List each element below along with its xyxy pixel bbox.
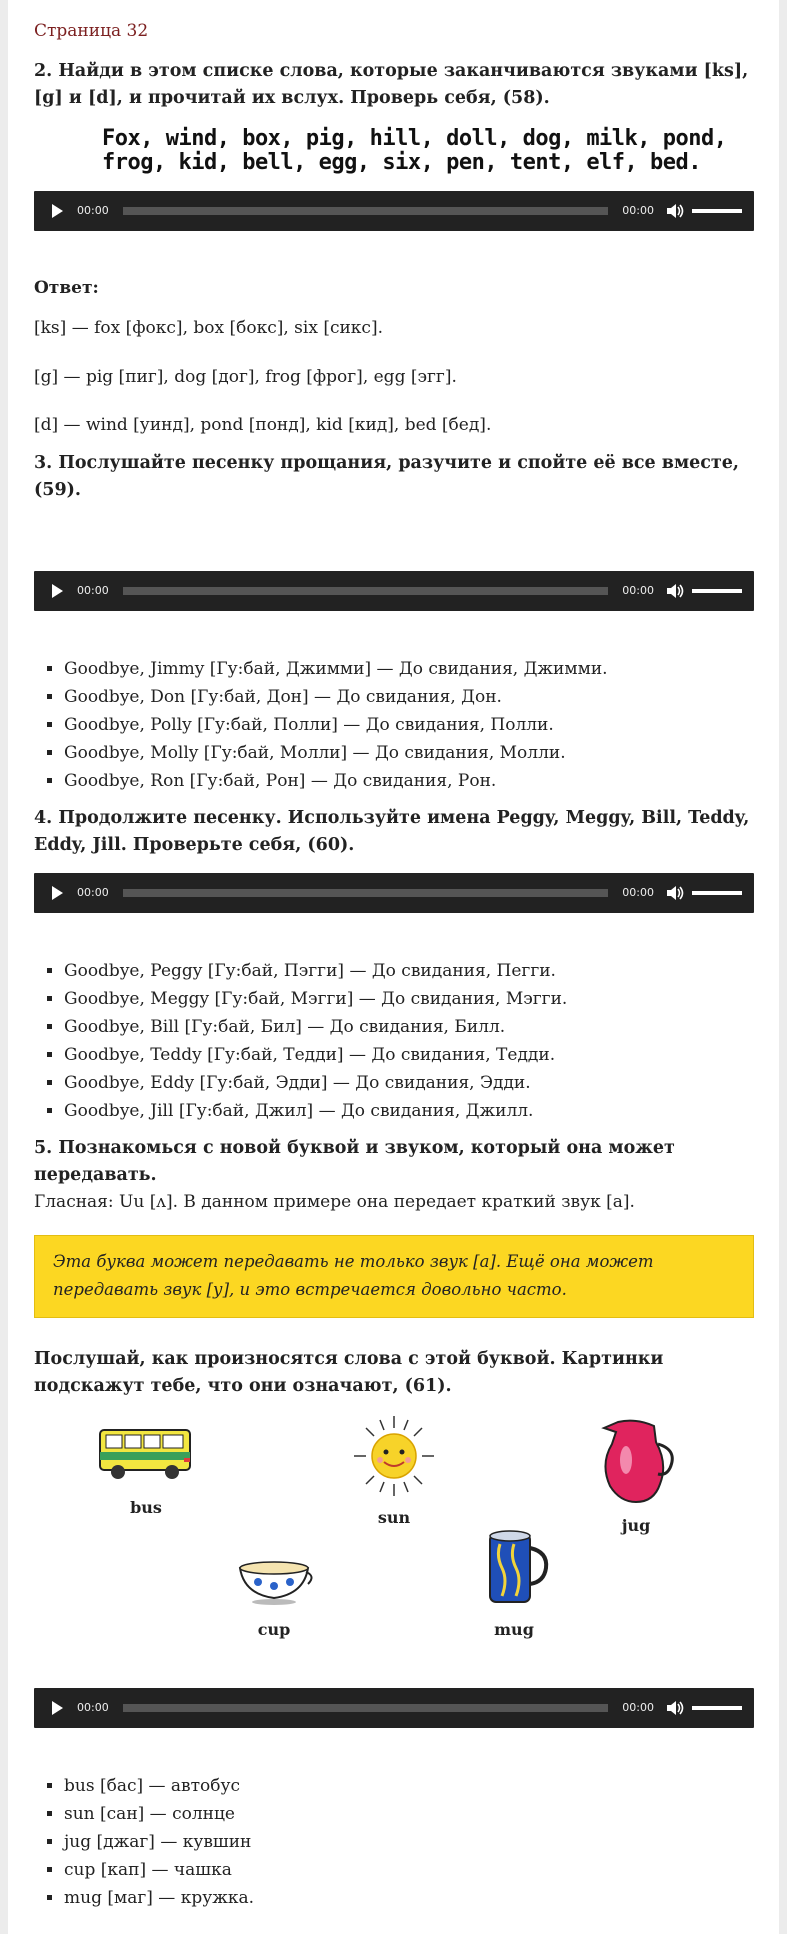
task4-song-list bbox=[34, 957, 754, 1125]
task5-subtitle: Гласная: Uu [ʌ]. В данном примере она передает краткий звук [а]. bbox=[34, 1192, 635, 1213]
caption-cup: cup bbox=[257, 1620, 291, 1640]
progress-track[interactable] bbox=[123, 1704, 609, 1712]
current-time: 00:00 bbox=[77, 204, 109, 218]
list-item: ▪ Goodbye, Teddy [Гу:бай, Тедди] — До свидания, Тедди. bbox=[64, 1041, 754, 1069]
cup-icon bbox=[234, 1554, 314, 1606]
caption-sun: sun bbox=[377, 1508, 411, 1528]
page-edge-right bbox=[779, 0, 787, 1934]
duration: 00:00 bbox=[622, 204, 654, 218]
listen-title: Послушай, как произносятся слова с этой буквой. Картинки подскажут тебе, что они означают, (61). bbox=[34, 1348, 664, 1396]
list-item: ▪ Goodbye, Jimmy [Гу:бай, Джимми] — До свидания, Джимми. bbox=[64, 655, 754, 683]
task3-title: 3. Послушайте песенку прощания, разучите и спойте её все вместе, (59). bbox=[34, 453, 740, 501]
volume-icon[interactable] bbox=[666, 583, 684, 599]
list-item: ▪ Goodbye, Polly [Гу:бай, Полли] — До свидания, Полли. bbox=[64, 711, 754, 739]
volume-slider[interactable] bbox=[692, 209, 742, 213]
task2-title: 2. Найди в этом списке слова, которые заканчиваются звуками [ks], [g] и [d], и прочитай их вслух. Проверь себя, (58). bbox=[34, 61, 749, 109]
mug-icon bbox=[474, 1526, 554, 1606]
picture-mug bbox=[474, 1526, 554, 1643]
page-link[interactable]: Страница 32 bbox=[34, 21, 149, 41]
audio-player-61[interactable] bbox=[34, 1688, 754, 1728]
sun-icon bbox=[344, 1414, 444, 1498]
play-icon[interactable] bbox=[52, 886, 63, 900]
caption-jug: jug bbox=[621, 1516, 651, 1536]
audio-player-58[interactable] bbox=[34, 191, 754, 231]
list-item: ▪ Goodbye, Jill [Гу:бай, Джил] — До свидания, Джилл. bbox=[64, 1097, 754, 1125]
picture-sun bbox=[344, 1414, 444, 1531]
audio-player-60[interactable] bbox=[34, 873, 754, 913]
word-list-line-1: Fox, wind, box, pig, hill, doll, dog, milk, pond, bbox=[102, 125, 727, 151]
caption-bus: bus bbox=[130, 1498, 162, 1518]
volume-slider[interactable] bbox=[692, 891, 742, 895]
progress-track[interactable] bbox=[123, 207, 609, 215]
current-time: 00:00 bbox=[77, 886, 109, 900]
caption-mug: mug bbox=[494, 1620, 534, 1640]
answer-line-ks: [ks] — fox [фокс], box [бокс], six [сикс]. bbox=[34, 318, 383, 339]
task2-word-list bbox=[102, 127, 754, 175]
duration: 00:00 bbox=[622, 584, 654, 598]
play-icon[interactable] bbox=[52, 584, 63, 598]
task4-title: 4. Продолжите песенку. Используйте имена Peggy, Meggy, Bill, Teddy, Eddy, Jill. Проверьте себя, (60). bbox=[34, 807, 750, 855]
current-time: 00:00 bbox=[77, 584, 109, 598]
list-item: ▪ Goodbye, Bill [Гу:бай, Бил] — До свидания, Билл. bbox=[64, 1013, 754, 1041]
list-item: ▪ mug [маг] — кружка. bbox=[64, 1884, 754, 1912]
picture-bus bbox=[96, 1422, 196, 1521]
article-content bbox=[34, 0, 754, 1912]
list-item: ▪ Goodbye, Eddy [Гу:бай, Эдди] — До свидания, Эдди. bbox=[64, 1069, 754, 1097]
task3-song-list bbox=[34, 655, 754, 795]
play-icon[interactable] bbox=[52, 204, 63, 218]
volume-icon[interactable] bbox=[666, 885, 684, 901]
play-icon[interactable] bbox=[52, 1701, 63, 1715]
picture-grid bbox=[34, 1414, 754, 1684]
list-item: ▪ sun [сан] — солнце bbox=[64, 1800, 754, 1828]
volume-slider[interactable] bbox=[692, 589, 742, 593]
duration: 00:00 bbox=[622, 1701, 654, 1715]
answer-line-d: [d] — wind [уинд], pond [понд], kid [кид], bed [бед]. bbox=[34, 415, 492, 435]
list-item: ▪ Goodbye, Meggy [Гу:бай, Мэгги] — До свидания, Мэгги. bbox=[64, 985, 754, 1013]
list-item: ▪ Goodbye, Molly [Гу:бай, Молли] — До свидания, Молли. bbox=[64, 739, 754, 767]
list-item: ▪ Goodbye, Don [Гу:бай, Дон] — До свидания, Дон. bbox=[64, 683, 754, 711]
task5-word-list bbox=[34, 1772, 754, 1912]
picture-cup bbox=[234, 1554, 314, 1643]
list-item: ▪ Goodbye, Ron [Гу:бай, Рон] — До свидания, Рон. bbox=[64, 767, 754, 795]
audio-player-59[interactable] bbox=[34, 571, 754, 611]
list-item: ▪ bus [бас] — автобус bbox=[64, 1772, 754, 1800]
progress-track[interactable] bbox=[123, 587, 609, 595]
bus-icon bbox=[96, 1422, 196, 1484]
list-item: ▪ jug [джаг] — кувшин bbox=[64, 1828, 754, 1856]
jug-icon bbox=[596, 1414, 676, 1506]
answer-line-g: [g] — pig [пиг], dog [дог], frog [фрог], egg [эгг]. bbox=[34, 366, 457, 387]
task5-title: 5. Познакомься с новой буквой и звуком, который она может передавать. bbox=[34, 1137, 675, 1185]
note-box: Эта буква может передавать не только звук [а]. Ещё она может передавать звук [у], и это встречается довольно часто. bbox=[34, 1235, 754, 1317]
list-item: ▪ cup [кап] — чашка bbox=[64, 1856, 754, 1884]
volume-icon[interactable] bbox=[666, 203, 684, 219]
answer-label: Ответ: bbox=[34, 277, 99, 298]
page-edge-left bbox=[0, 0, 8, 1934]
picture-jug bbox=[596, 1414, 676, 1539]
list-item: ▪ Goodbye, Peggy [Гу:бай, Пэгги] — До свидания, Пегги. bbox=[64, 957, 754, 985]
volume-icon[interactable] bbox=[666, 1700, 684, 1716]
word-list-line-2: frog, kid, bell, egg, six, pen, tent, elf, bed. bbox=[102, 149, 702, 175]
volume-slider[interactable] bbox=[692, 1706, 742, 1710]
progress-track[interactable] bbox=[123, 889, 609, 897]
current-time: 00:00 bbox=[77, 1701, 109, 1715]
duration: 00:00 bbox=[622, 886, 654, 900]
